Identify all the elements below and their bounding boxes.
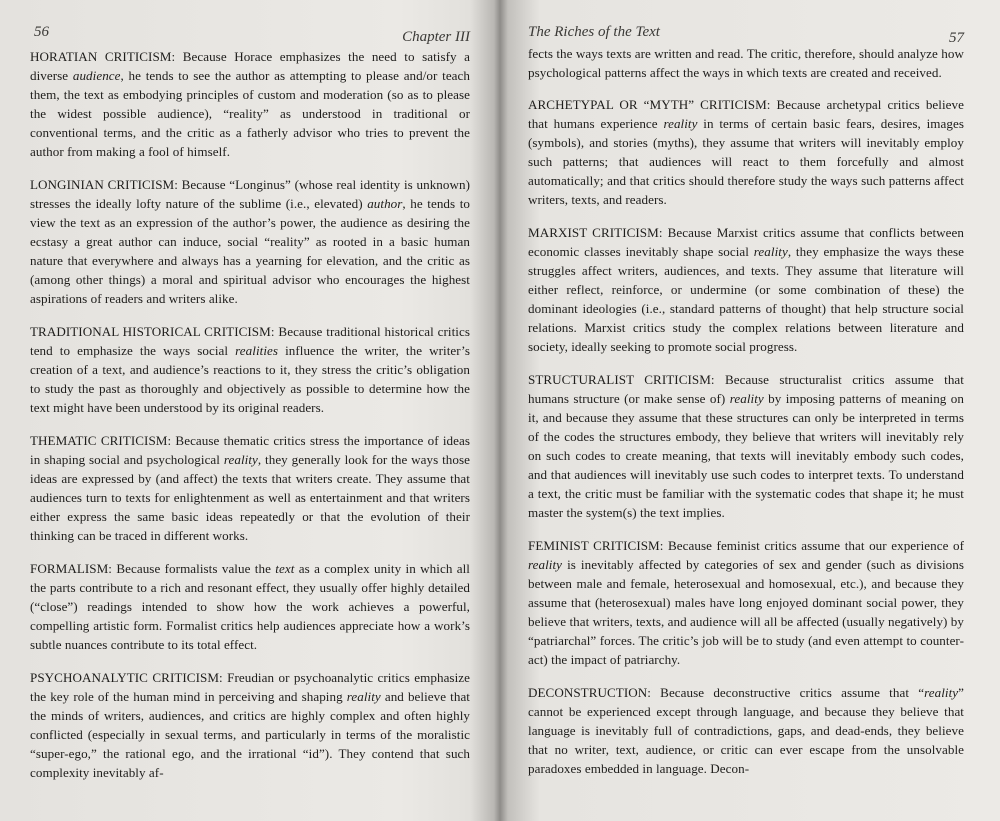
body-text: , they emphasize the ways these struggles affect writers, audiences, and texts. They assume that literature will either reflect, reinforce, or undermine (or some combination of these) the dominant ideologies (i.e., standard patterns of thought) that help structure social relations. Marxist critics study the complex relations between literature and society, ideally seeking to promote social progress. [528,244,964,354]
entry-heading: STRUCTURALIST CRITICISM: [528,372,715,387]
entry-heading: ARCHETYPAL OR “MYTH” CRITICISM: [528,97,771,112]
running-head: The Riches of the Text [528,24,660,40]
italic-term: reality [729,391,764,406]
entry [30,431,470,545]
italic-term: audience [72,68,121,83]
page-number: 57 [949,30,964,46]
entry [528,370,964,522]
body-text: is inevitably affected by categories of sex and gender (such as divisions between male and female, heterosexual and homosexual, etc.), and because they assume that (heterosexual) males have long enjoyed dominant social power, they believe that writers, texts, and audience will all be affected (usually negatively) by “patriarchal” forces. The critic’s job will be to study (and even attempt to counter-act) the impact of patriarchy. [528,557,964,667]
body-text: Because archetypal critics believe that humans experience [528,97,964,131]
entry-body [528,372,964,520]
entry [30,47,470,161]
left-page [30,0,470,821]
body-text: Because Marxist critics assume that conflicts between economic classes inevitably shape social [528,225,964,259]
italic-term: author [367,196,403,211]
entry-heading: DECONSTRUCTION: [528,685,651,700]
italic-term: realities [235,343,279,358]
entry-heading: FEMINIST CRITICISM: [528,538,664,553]
italic-term: text [275,561,295,576]
entry [528,536,964,669]
body-text: Because Horace emphasizes the need to satisfy a diverse [30,49,470,83]
entry [528,683,964,778]
body-text: by imposing patterns of meaning on it, and because they assume that these structures can only be interpreted in terms of the codes the structures embody, they believe that writers will inevitably rely on such codes to create meaning, that texts will inevitably embody such codes, and that audiences will inevitably use such codes to interpret texts. To understand a text, the critic must be familiar with the systematic codes that shape it; he must master the system(s) the text implies. [528,391,965,520]
body-text: Because thematic critics stress the importance of ideas in shaping social and psychological [30,433,471,467]
entry-heading: HORATIAN CRITICISM: [30,49,176,64]
body-text: Because feminist critics assume that our experience of [663,538,965,553]
body-text: , he tends to view the text as an expression of the author’s power, the audience as desiring the ecstasy a great author can induce, social “reality” as rooted in a basic human nature that everywhere and always has a yearning for elevation, and the critic as (among other things) a moral and spiritual advisor who encourages the highest aspirations of readers and writers alike. [30,196,470,306]
right-page [528,0,964,821]
entry [528,95,964,209]
running-head: Chapter III [402,29,470,45]
entry-body [30,49,470,159]
entry-heading: PSYCHOANALYTIC CRITICISM: [30,670,223,685]
entry-body [528,225,964,354]
entry-heading: FORMALISM: [30,561,112,576]
italic-term: reality [663,116,698,131]
entry [528,223,964,356]
body-text: , he tends to see the author as attempting to please and/or teach them, the text as embodying principles of custom and moderation (so as to please the widest possible audience), “reality” as understood in traditional or conventional terms, and the critic as a fatherly advisor who tries to prevent the author from making a fool of himself. [30,68,471,159]
entry [30,322,470,417]
page-number: 56 [34,24,49,40]
left-entries [30,47,470,782]
entry-body [30,433,470,543]
entry-heading: MARXIST CRITICISM: [528,225,663,240]
entry-body [30,177,470,306]
body-text: influence the writer, the writer’s creation of a text, and audience’s reactions to it, they stress the critic’s obligation to study the past as thoroughly and objectively as possible to determine how the text might have been understood by its original readers. [30,343,470,415]
entry-body [528,97,964,207]
body-text: Because traditional historical critics tend to emphasize the ways social [30,324,470,358]
right-page-header [528,24,964,50]
body-text: and believe that the minds of writers, audiences, and critics are highly complex and often highly conflicted (especially in sexual terms, and particularly in terms of the moralistic “super-ego,” the rational ego, and the irrational “id”). They contend that such complexity inevitably af- [30,689,470,780]
entry-heading: LONGINIAN CRITICISM: [30,177,178,192]
left-page-header [30,24,470,50]
entry [30,559,470,654]
body-text: Freudian or psychoanalytic critics emphasize the key role of the human mind in perceiving and shaping [30,670,470,704]
body-text: Because formalists value the [112,561,276,576]
body-text: Because structuralist critics assume that humans structure (or make sense of) [528,372,964,406]
body-text: Because “Longinus” (whose real identity is unknown) stresses the ideally lofty nature of the sublime (i.e., elevated) [30,177,470,211]
body-text: , they generally look for the ways those ideas are expressed by (and affect) the texts that writers create. They assume that audiences turn to texts for enlightenment as well as entertainment and that writers either express the same basic ideas repeatedly or that the evolution of their thinking can be traced in different works. [30,452,470,543]
italic-term: reality [346,689,381,704]
italic-term: reality [753,244,788,259]
entry-body [30,670,470,780]
entry [30,668,470,782]
right-entries [528,95,964,778]
italic-term: reality [924,685,959,700]
italic-term: reality [223,452,258,467]
entry-heading: THEMATIC CRITICISM: [30,433,172,448]
entry-body [528,538,964,667]
continued-paragraph: fects the ways texts are written and read. The critic, therefore, should analyze how psychological patterns affect the ways in which texts are created and received. [528,46,964,80]
entry-heading: TRADITIONAL HISTORICAL CRITICISM: [30,324,275,339]
entry [30,175,470,308]
body-text: in terms of certain basic fears, desires, images (symbols), and stories (myths), they assume that writers will inevitably employ such patterns; that audiences will react to them forcefully and almost automatically; and that critics should therefore study the ways such patterns affect writers, texts, and readers. [528,116,964,207]
italic-term: reality [528,557,563,572]
body-text: as a complex unity in which all the parts contribute to a rich and resonant effect, they usually offer highly detailed (“close”) readings intended to show how the work achieves a powerful, compelling artistic form. Formalist critics help audiences appreciate how a work’s subtle nuances contribute to its total effect. [30,561,470,652]
body-text: ” cannot be experienced except through language, and because they believe that language is inevitably full of contradictions, gaps, and dead-ends, they believe that no writer, text, audience, or critic can ever escape from the unsolvable paradoxes embedded in language. Decon- [528,685,964,776]
body-text: Because deconstructive critics assume that “ [650,685,925,700]
